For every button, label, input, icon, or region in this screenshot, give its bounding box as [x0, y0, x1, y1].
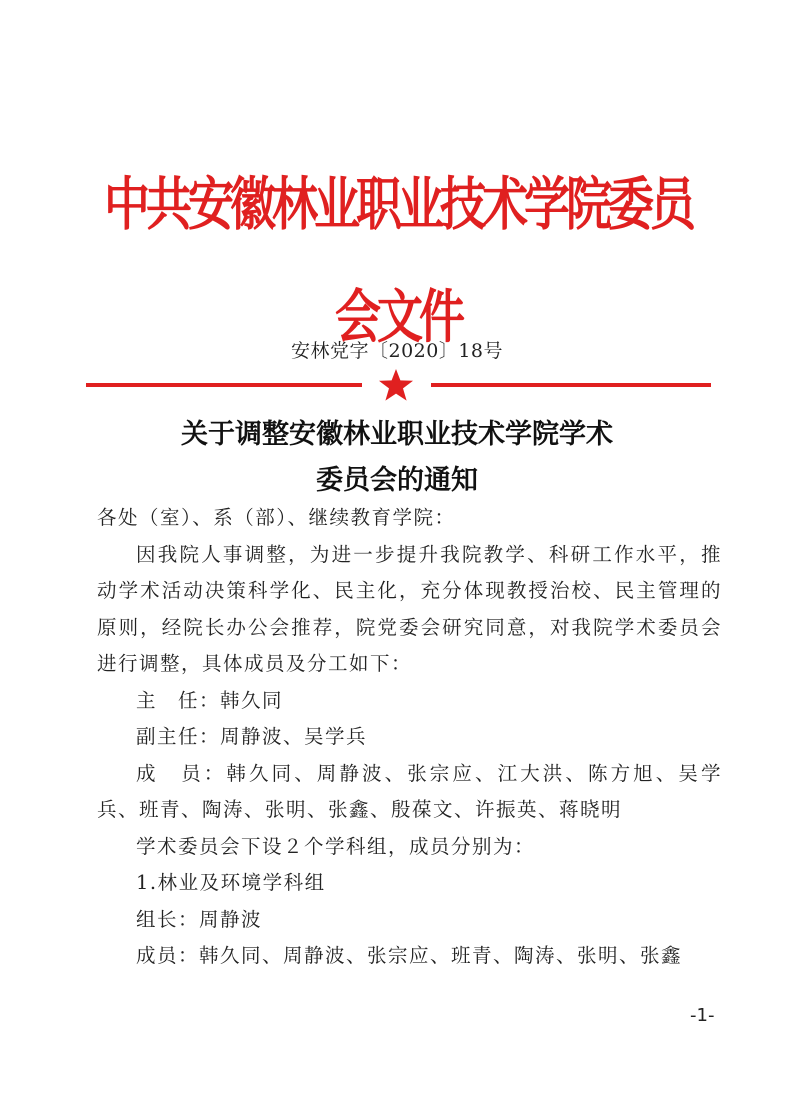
red-star-icon — [377, 368, 415, 402]
subgroups-intro: 学术委员会下设２个学科组，成员分别为： — [136, 834, 536, 858]
document-red-header: 中共安徽林业职业技术学院委员会文件 — [104, 170, 692, 350]
page-number: -1- — [690, 1005, 715, 1026]
red-rule-right — [431, 383, 711, 387]
director-line: 主 任：韩久同 — [136, 688, 284, 712]
group1-leader: 组长：周静波 — [136, 907, 263, 931]
members-line: 成 员：韩久同、周静波、张宗应、江大洪、陈方旭、吴学兵、班青、陶涛、张明、张鑫、殷葆文、许振英、蒋晓明 — [97, 761, 722, 821]
vice-director-line: 副主任：周静波、吴学兵 — [136, 725, 368, 748]
group1-title: 1.林业及环境学科组 — [136, 871, 326, 894]
group1-members: 成员：韩久同、周静波、张宗应、班青、陶涛、张明、张鑫 — [136, 944, 683, 967]
notice-body — [97, 500, 722, 975]
notice-title-line-2: 委员会的通知 — [316, 465, 478, 496]
salutation: 各处（室）、系（部）、继续教育学院： — [97, 506, 456, 529]
notice-title — [0, 412, 794, 504]
paragraph-intro: 因我院人事调整，为进一步提升我院教学、科研工作水平，推动学术活动决策科学化、民主化，充分体现教授治校、民主管理的原则，经院长办公会推荐，院党委会研究同意，对我院学术委员会进行调整，具体成员及分工如下： — [97, 542, 722, 675]
notice-title-line-1: 关于调整安徽林业职业技术学院学术 — [181, 419, 613, 450]
red-rule-left — [86, 383, 362, 387]
document-number: 安林党字〔2020〕18号 — [290, 340, 504, 362]
